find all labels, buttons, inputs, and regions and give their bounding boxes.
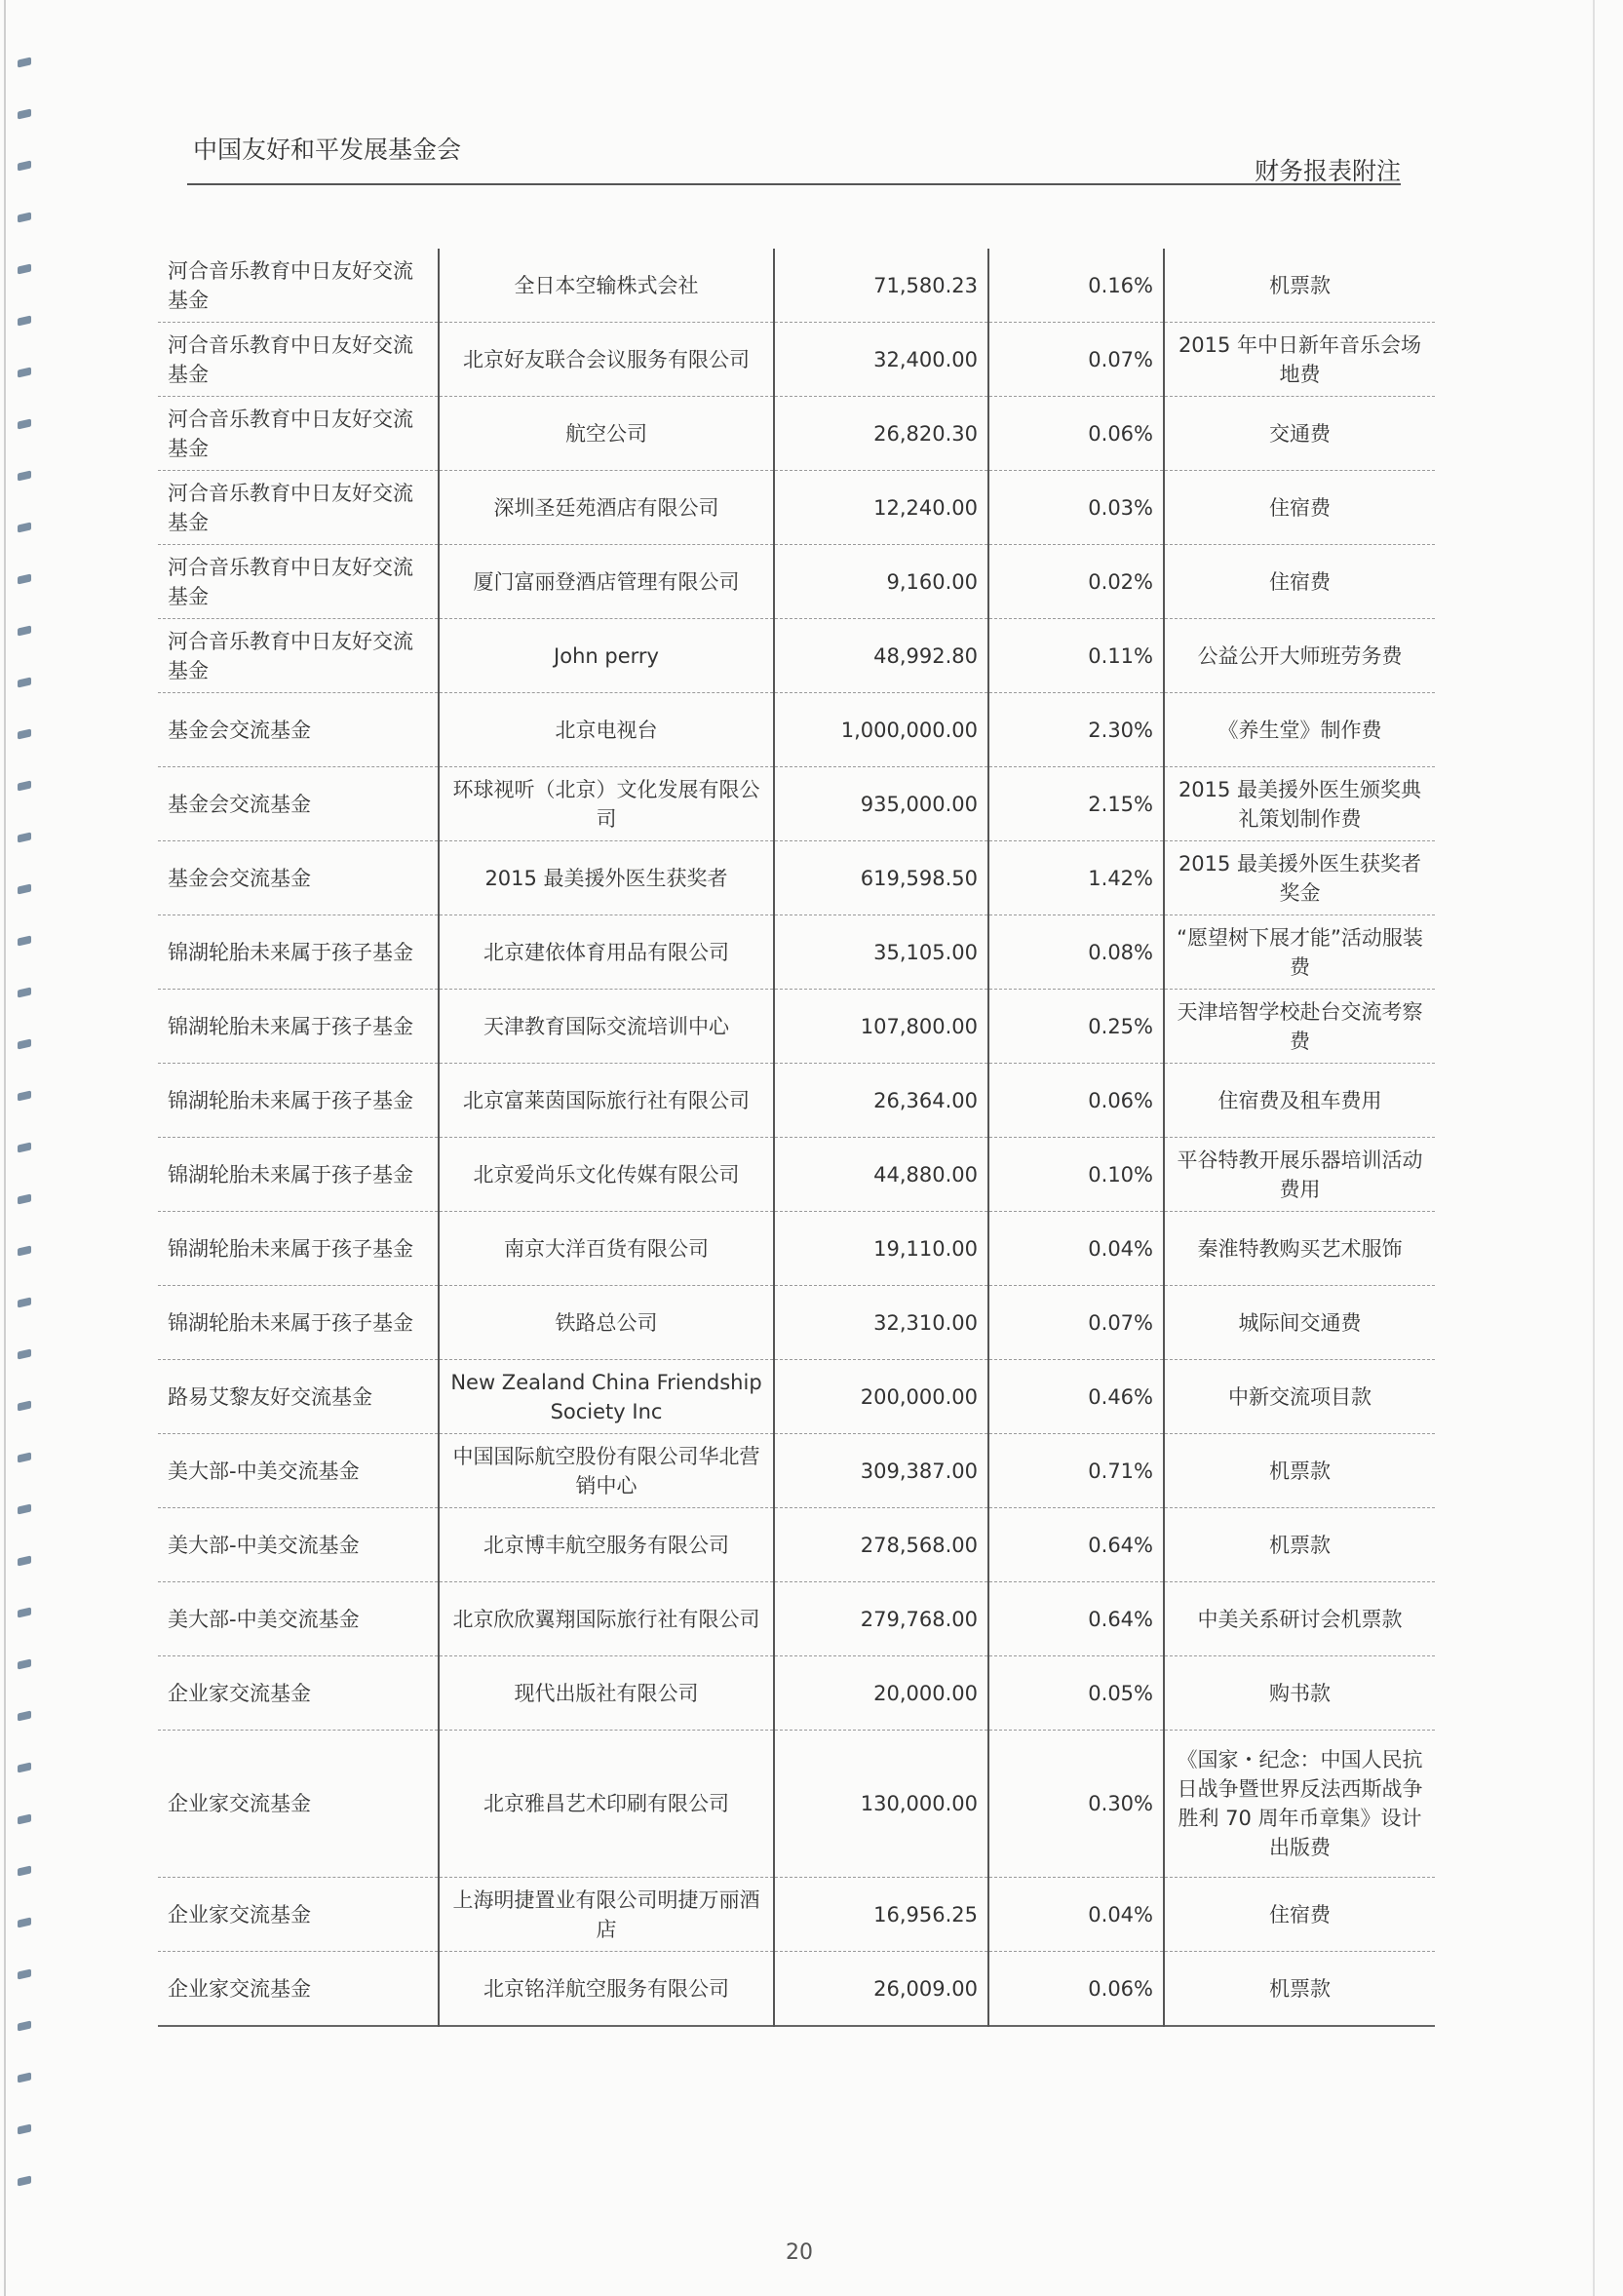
binding-hole: [18, 1918, 31, 1928]
amount-cell: 130,000.00: [774, 1731, 988, 1878]
amount-cell: 200,000.00: [774, 1360, 988, 1434]
amount-cell: 9,160.00: [774, 545, 988, 619]
amount-cell: 44,880.00: [774, 1138, 988, 1212]
amount-cell: 935,000.00: [774, 767, 988, 841]
percent-cell: 0.64%: [988, 1508, 1164, 1582]
purpose-cell: 秦淮特教购买艺术服饰: [1164, 1212, 1435, 1286]
binding-hole: [18, 1763, 31, 1773]
payee-cell: 北京建依体育用品有限公司: [439, 915, 774, 990]
table-row: [158, 1286, 1435, 1360]
percent-cell: 0.07%: [988, 1286, 1164, 1360]
amount-cell: 279,768.00: [774, 1582, 988, 1656]
payee-cell: John perry: [439, 619, 774, 693]
binding-hole: [18, 1143, 31, 1153]
purpose-cell: 住宿费: [1164, 471, 1435, 545]
percent-cell: 0.46%: [988, 1360, 1164, 1434]
payee-cell: 北京电视台: [439, 693, 774, 767]
table-row: [158, 249, 1435, 323]
payee-cell: 天津教育国际交流培训中心: [439, 990, 774, 1064]
fund-cell: 企业家交流基金: [158, 1656, 439, 1731]
percent-cell: 0.64%: [988, 1582, 1164, 1656]
table-row: [158, 915, 1435, 990]
payee-cell: 北京铭洋航空服务有限公司: [439, 1952, 774, 2027]
payee-cell: 全日本空输株式会社: [439, 249, 774, 323]
table-row: [158, 397, 1435, 471]
payee-cell: 上海明捷置业有限公司明捷万丽酒店: [439, 1878, 774, 1952]
percent-cell: 2.30%: [988, 693, 1164, 767]
amount-cell: 35,105.00: [774, 915, 988, 990]
binding-hole: [18, 1091, 31, 1102]
binding-hole: [18, 109, 31, 120]
binding-hole: [18, 419, 31, 430]
table-row: [158, 323, 1435, 397]
fund-cell: 企业家交流基金: [158, 1731, 439, 1878]
binding-hole: [18, 316, 31, 327]
percent-cell: 0.05%: [988, 1656, 1164, 1731]
amount-cell: 32,400.00: [774, 323, 988, 397]
percent-cell: 0.30%: [988, 1731, 1164, 1878]
purpose-cell: 住宿费及租车费用: [1164, 1064, 1435, 1138]
table-row: [158, 990, 1435, 1064]
percent-cell: 0.11%: [988, 619, 1164, 693]
page-number: 20: [786, 2240, 813, 2265]
percent-cell: 0.04%: [988, 1212, 1164, 1286]
binding-hole: [18, 471, 31, 482]
fund-cell: 基金会交流基金: [158, 767, 439, 841]
amount-cell: 619,598.50: [774, 841, 988, 915]
purpose-cell: 2015 最美援外医生颁奖典礼策划制作费: [1164, 767, 1435, 841]
percent-cell: 0.04%: [988, 1878, 1164, 1952]
binding-hole: [18, 523, 31, 533]
fund-cell: 路易艾黎友好交流基金: [158, 1360, 439, 1434]
fund-cell: 锦湖轮胎未来属于孩子基金: [158, 1064, 439, 1138]
payee-cell: 北京雅昌艺术印刷有限公司: [439, 1731, 774, 1878]
payee-cell: 厦门富丽登酒店管理有限公司: [439, 545, 774, 619]
percent-cell: 0.16%: [988, 249, 1164, 323]
amount-cell: 16,956.25: [774, 1878, 988, 1952]
purpose-cell: 机票款: [1164, 249, 1435, 323]
percent-cell: 0.10%: [988, 1138, 1164, 1212]
percent-cell: 0.02%: [988, 545, 1164, 619]
table-row: [158, 1212, 1435, 1286]
percent-cell: 0.25%: [988, 990, 1164, 1064]
table-row: [158, 1434, 1435, 1508]
binding-hole: [18, 781, 31, 792]
purpose-cell: 《国家・纪念：中国人民抗日战争暨世界反法西斯战争胜利 70 周年币章集》设计出版费: [1164, 1731, 1435, 1878]
binding-hole: [18, 936, 31, 947]
payee-cell: 北京好友联合会议服务有限公司: [439, 323, 774, 397]
amount-cell: 71,580.23: [774, 249, 988, 323]
fund-cell: 基金会交流基金: [158, 693, 439, 767]
binding-hole: [18, 1659, 31, 1670]
amount-cell: 1,000,000.00: [774, 693, 988, 767]
purpose-cell: 《养生堂》制作费: [1164, 693, 1435, 767]
amount-cell: 12,240.00: [774, 471, 988, 545]
binding-hole: [18, 1194, 31, 1205]
table-row: [158, 1138, 1435, 1212]
fund-cell: 美大部-中美交流基金: [158, 1508, 439, 1582]
table-row: [158, 471, 1435, 545]
table-row: [158, 1508, 1435, 1582]
table-row: [158, 1952, 1435, 2027]
payee-cell: 北京爱尚乐文化传媒有限公司: [439, 1138, 774, 1212]
payee-cell: 北京博丰航空服务有限公司: [439, 1508, 774, 1582]
percent-cell: 0.03%: [988, 471, 1164, 545]
binding-hole: [18, 213, 31, 223]
table-row: [158, 1360, 1435, 1434]
percent-cell: 0.06%: [988, 1952, 1164, 2027]
purpose-cell: 城际间交通费: [1164, 1286, 1435, 1360]
amount-cell: 26,820.30: [774, 397, 988, 471]
binding-hole: [18, 833, 31, 843]
binding-hole: [18, 1246, 31, 1257]
purpose-cell: 平谷特教开展乐器培训活动费用: [1164, 1138, 1435, 1212]
binding-hole: [18, 729, 31, 740]
table-row: [158, 1731, 1435, 1878]
table-row: [158, 841, 1435, 915]
binding-hole: [18, 626, 31, 637]
binding-holes: [14, 58, 33, 2252]
purpose-cell: 机票款: [1164, 1508, 1435, 1582]
binding-hole: [18, 1349, 31, 1360]
fund-cell: 河合音乐教育中日友好交流基金: [158, 323, 439, 397]
payee-cell: 航空公司: [439, 397, 774, 471]
fund-cell: 河合音乐教育中日友好交流基金: [158, 545, 439, 619]
fund-cell: 锦湖轮胎未来属于孩子基金: [158, 1212, 439, 1286]
fund-cell: 河合音乐教育中日友好交流基金: [158, 619, 439, 693]
percent-cell: 0.08%: [988, 915, 1164, 990]
binding-hole: [18, 1401, 31, 1412]
amount-cell: 32,310.00: [774, 1286, 988, 1360]
binding-hole: [18, 1608, 31, 1618]
fund-cell: 河合音乐教育中日友好交流基金: [158, 249, 439, 323]
purpose-cell: 2015 年中日新年音乐会场地费: [1164, 323, 1435, 397]
purpose-cell: 住宿费: [1164, 1878, 1435, 1952]
purpose-cell: 购书款: [1164, 1656, 1435, 1731]
purpose-cell: 2015 最美援外医生获奖者奖金: [1164, 841, 1435, 915]
expense-table: [158, 249, 1435, 2027]
amount-cell: 26,009.00: [774, 1952, 988, 2027]
percent-cell: 0.06%: [988, 1064, 1164, 1138]
payee-cell: New Zealand China Friendship Society Inc: [439, 1360, 774, 1434]
fund-cell: 河合音乐教育中日友好交流基金: [158, 471, 439, 545]
table-row: [158, 619, 1435, 693]
payee-cell: 南京大洋百货有限公司: [439, 1212, 774, 1286]
amount-cell: 19,110.00: [774, 1212, 988, 1286]
binding-hole: [18, 1453, 31, 1463]
binding-hole: [18, 1556, 31, 1567]
fund-cell: 锦湖轮胎未来属于孩子基金: [158, 915, 439, 990]
binding-hole: [18, 1504, 31, 1515]
table-row: [158, 1064, 1435, 1138]
fund-cell: 锦湖轮胎未来属于孩子基金: [158, 990, 439, 1064]
purpose-cell: 中新交流项目款: [1164, 1360, 1435, 1434]
fund-cell: 河合音乐教育中日友好交流基金: [158, 397, 439, 471]
purpose-cell: 天津培智学校赴台交流考察费: [1164, 990, 1435, 1064]
payee-cell: 北京欣欣翼翔国际旅行社有限公司: [439, 1582, 774, 1656]
table-row: [158, 1582, 1435, 1656]
page-edge-right: [1593, 0, 1595, 2296]
payee-cell: 中国国际航空股份有限公司华北营销中心: [439, 1434, 774, 1508]
purpose-cell: 机票款: [1164, 1952, 1435, 2027]
percent-cell: 0.71%: [988, 1434, 1164, 1508]
payee-cell: 2015 最美援外医生获奖者: [439, 841, 774, 915]
binding-hole: [18, 1711, 31, 1722]
table-row: [158, 545, 1435, 619]
amount-cell: 26,364.00: [774, 1064, 988, 1138]
binding-hole: [18, 1039, 31, 1050]
fund-cell: 美大部-中美交流基金: [158, 1434, 439, 1508]
fund-cell: 企业家交流基金: [158, 1878, 439, 1952]
payee-cell: 铁路总公司: [439, 1286, 774, 1360]
binding-hole: [18, 2021, 31, 2032]
page-edge: [4, 0, 6, 2296]
fund-cell: 基金会交流基金: [158, 841, 439, 915]
percent-cell: 0.07%: [988, 323, 1164, 397]
fund-cell: 美大部-中美交流基金: [158, 1582, 439, 1656]
section-title: 财务报表附注: [1254, 157, 1401, 185]
amount-cell: 278,568.00: [774, 1508, 988, 1582]
fund-cell: 锦湖轮胎未来属于孩子基金: [158, 1286, 439, 1360]
binding-hole: [18, 574, 31, 585]
payee-cell: 现代出版社有限公司: [439, 1656, 774, 1731]
amount-cell: 20,000.00: [774, 1656, 988, 1731]
amount-cell: 309,387.00: [774, 1434, 988, 1508]
percent-cell: 1.42%: [988, 841, 1164, 915]
purpose-cell: 机票款: [1164, 1434, 1435, 1508]
amount-cell: 48,992.80: [774, 619, 988, 693]
amount-cell: 107,800.00: [774, 990, 988, 1064]
fund-cell: 企业家交流基金: [158, 1952, 439, 2027]
binding-hole: [18, 884, 31, 895]
binding-hole: [18, 988, 31, 998]
percent-cell: 2.15%: [988, 767, 1164, 841]
binding-hole: [18, 368, 31, 378]
table-row: [158, 1878, 1435, 1952]
fund-cell: 锦湖轮胎未来属于孩子基金: [158, 1138, 439, 1212]
purpose-cell: 公益公开大师班劳务费: [1164, 619, 1435, 693]
payee-cell: 北京富莱茵国际旅行社有限公司: [439, 1064, 774, 1138]
percent-cell: 0.06%: [988, 397, 1164, 471]
binding-hole: [18, 1969, 31, 1980]
binding-hole: [18, 2176, 31, 2187]
binding-hole: [18, 264, 31, 275]
binding-hole: [18, 2124, 31, 2135]
binding-hole: [18, 1298, 31, 1308]
organization-name: 中国友好和平发展基金会: [193, 136, 462, 164]
binding-hole: [18, 1866, 31, 1877]
binding-hole: [18, 678, 31, 688]
binding-hole: [18, 2073, 31, 2083]
page-header: [187, 125, 1401, 185]
table-row: [158, 767, 1435, 841]
binding-hole: [18, 161, 31, 172]
purpose-cell: “愿望树下展才能”活动服装费: [1164, 915, 1435, 990]
purpose-cell: 交通费: [1164, 397, 1435, 471]
payee-cell: 环球视听（北京）文化发展有限公司: [439, 767, 774, 841]
purpose-cell: 中美关系研讨会机票款: [1164, 1582, 1435, 1656]
binding-hole: [18, 1814, 31, 1825]
table-row: [158, 693, 1435, 767]
payee-cell: 深圳圣廷苑酒店有限公司: [439, 471, 774, 545]
table-row: [158, 1656, 1435, 1731]
purpose-cell: 住宿费: [1164, 545, 1435, 619]
binding-hole: [18, 58, 31, 68]
